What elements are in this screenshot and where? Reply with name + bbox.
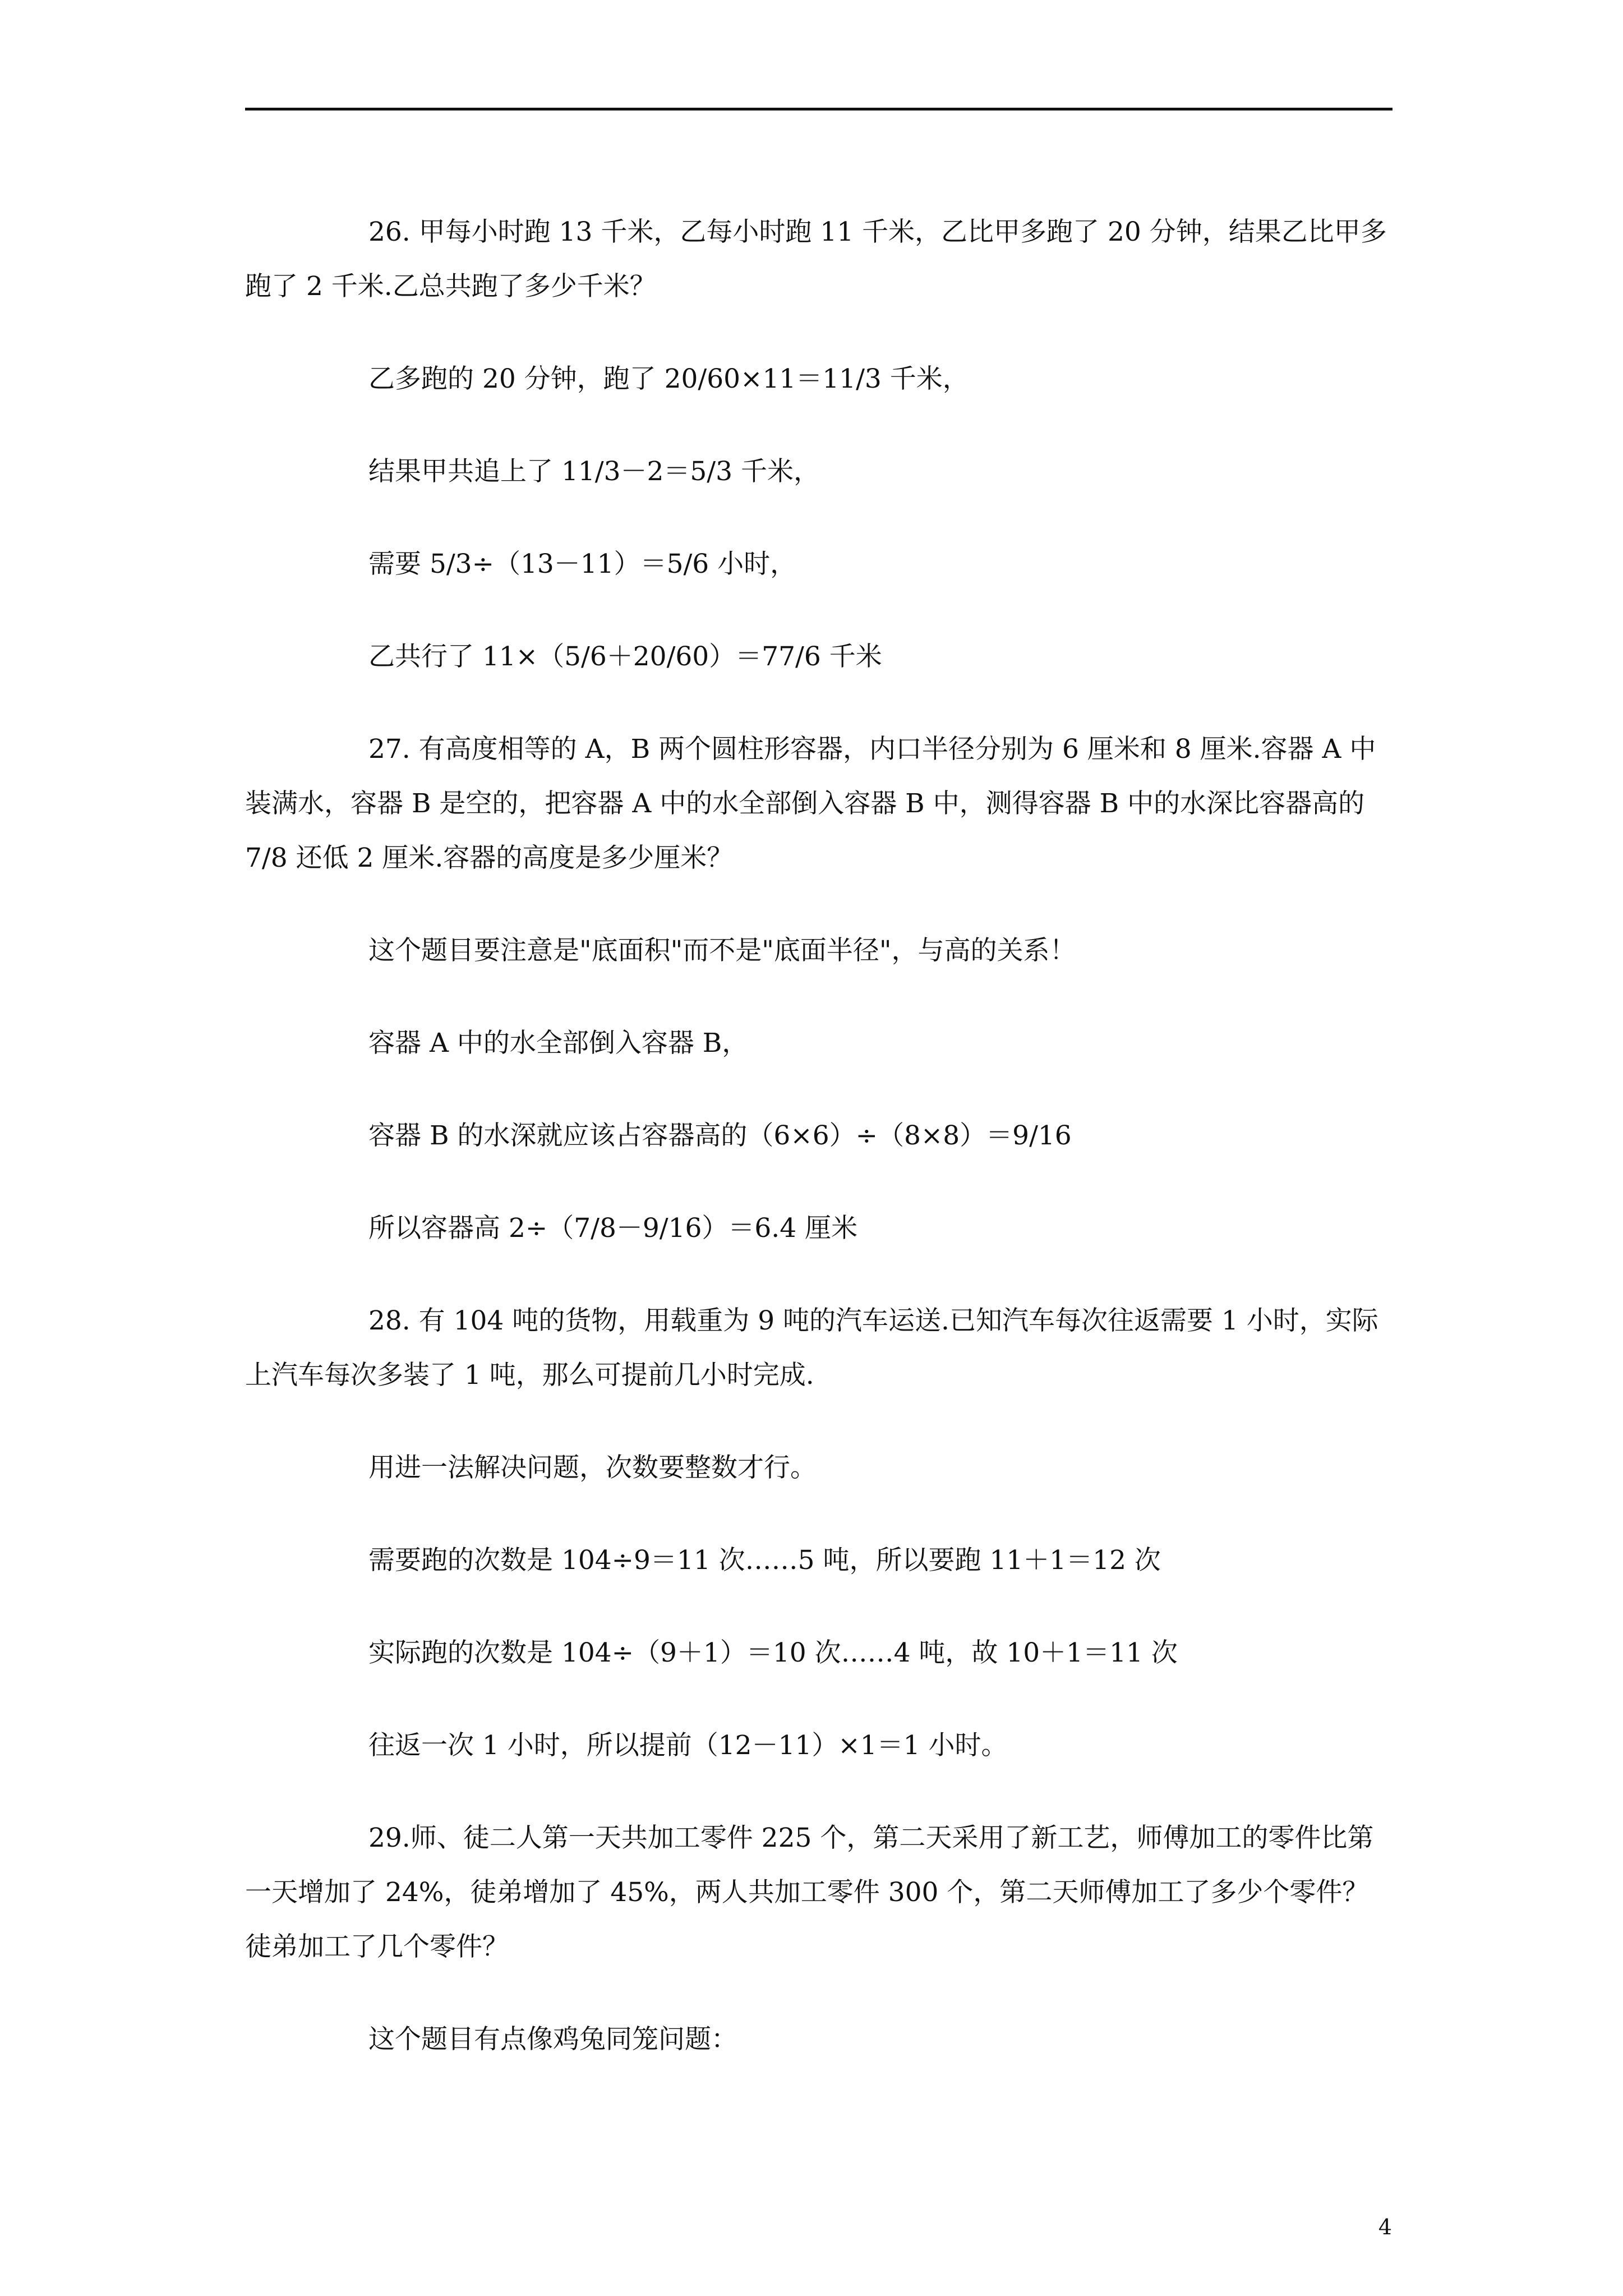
problem-28-solution-line: 用进一法解决问题，次数要整数才行。 [368, 1452, 817, 1483]
problem-28-solution-line: 往返一次 1 小时，所以提前（12－11）×1＝1 小时。 [368, 1730, 1008, 1761]
problem-27-solution-line: 容器 B 的水深就应该占容器高的（6×6）÷（8×8）＝9/16 [368, 1120, 1072, 1151]
problem-26-solution-line: 需要 5/3÷（13－11）＝5/6 小时， [368, 549, 797, 579]
problem-26-solution-line: 乙多跑的 20 分钟，跑了 20/60×11＝11/3 千米， [368, 364, 969, 394]
problem-28-question: 28. 有 104 吨的货物，用载重为 9 吨的汽车运送.已知汽车每次往返需要 1 小时，实际上汽车每次多装了 1 吨，那么可提前几小时完成. [245, 1305, 1378, 1391]
problem-26-question: 26. 甲每小时跑 13 千米，乙每小时跑 11 千米，乙比甲多跑了 20 分钟，结果乙比甲多跑了 2 千米.乙总共跑了多少千米？ [245, 217, 1387, 302]
page-number: 4 [1378, 2215, 1392, 2239]
problem-29-question: 29.师、徒二人第一天共加工零件 225 个，第二天采用了新工艺，师傅加工的零件比第一天增加了 24%，徒弟增加了 45%，两人共加工零件 300 个，第二天师傅加工了多少个零件？徒弟加工了几个零件？ [245, 1823, 1374, 1962]
problem-27-solution-line: 所以容器高 2÷（7/8－9/16）＝6.4 厘米 [368, 1213, 858, 1244]
problem-26-solution-line: 结果甲共追上了 11/3－2＝5/3 千米， [368, 456, 820, 487]
problem-27-solution-line: 这个题目要注意是"底面积"而不是"底面半径"，与高的关系！ [368, 935, 1076, 966]
problem-29-solution-line: 这个题目有点像鸡兔同笼问题： [368, 2024, 737, 2055]
page-content [245, 205, 1395, 2067]
header-rule [245, 108, 1393, 111]
problem-28-solution-line: 实际跑的次数是 104÷（9＋1）＝10 次……4 吨，故 10＋1＝11 次 [368, 1637, 1178, 1668]
problem-26-solution-line: 乙共行了 11×（5/6＋20/60）＝77/6 千米 [368, 641, 882, 672]
problem-28-solution-line: 需要跑的次数是 104÷9＝11 次……5 吨，所以要跑 11＋1＝12 次 [368, 1545, 1161, 1576]
problem-27-question: 27. 有高度相等的 A，B 两个圆柱形容器，内口半径分别为 6 厘米和 8 厘米.容器 A 中装满水，容器 B 是空的，把容器 A 中的水全部倒入容器 B 中，测得容器 B 中的水深比容器高的 7/8 还低 2 厘米.容器的高度是多少厘米？ [245, 734, 1376, 873]
problem-27-solution-line: 容器 A 中的水全部倒入容器 B， [368, 1028, 749, 1059]
